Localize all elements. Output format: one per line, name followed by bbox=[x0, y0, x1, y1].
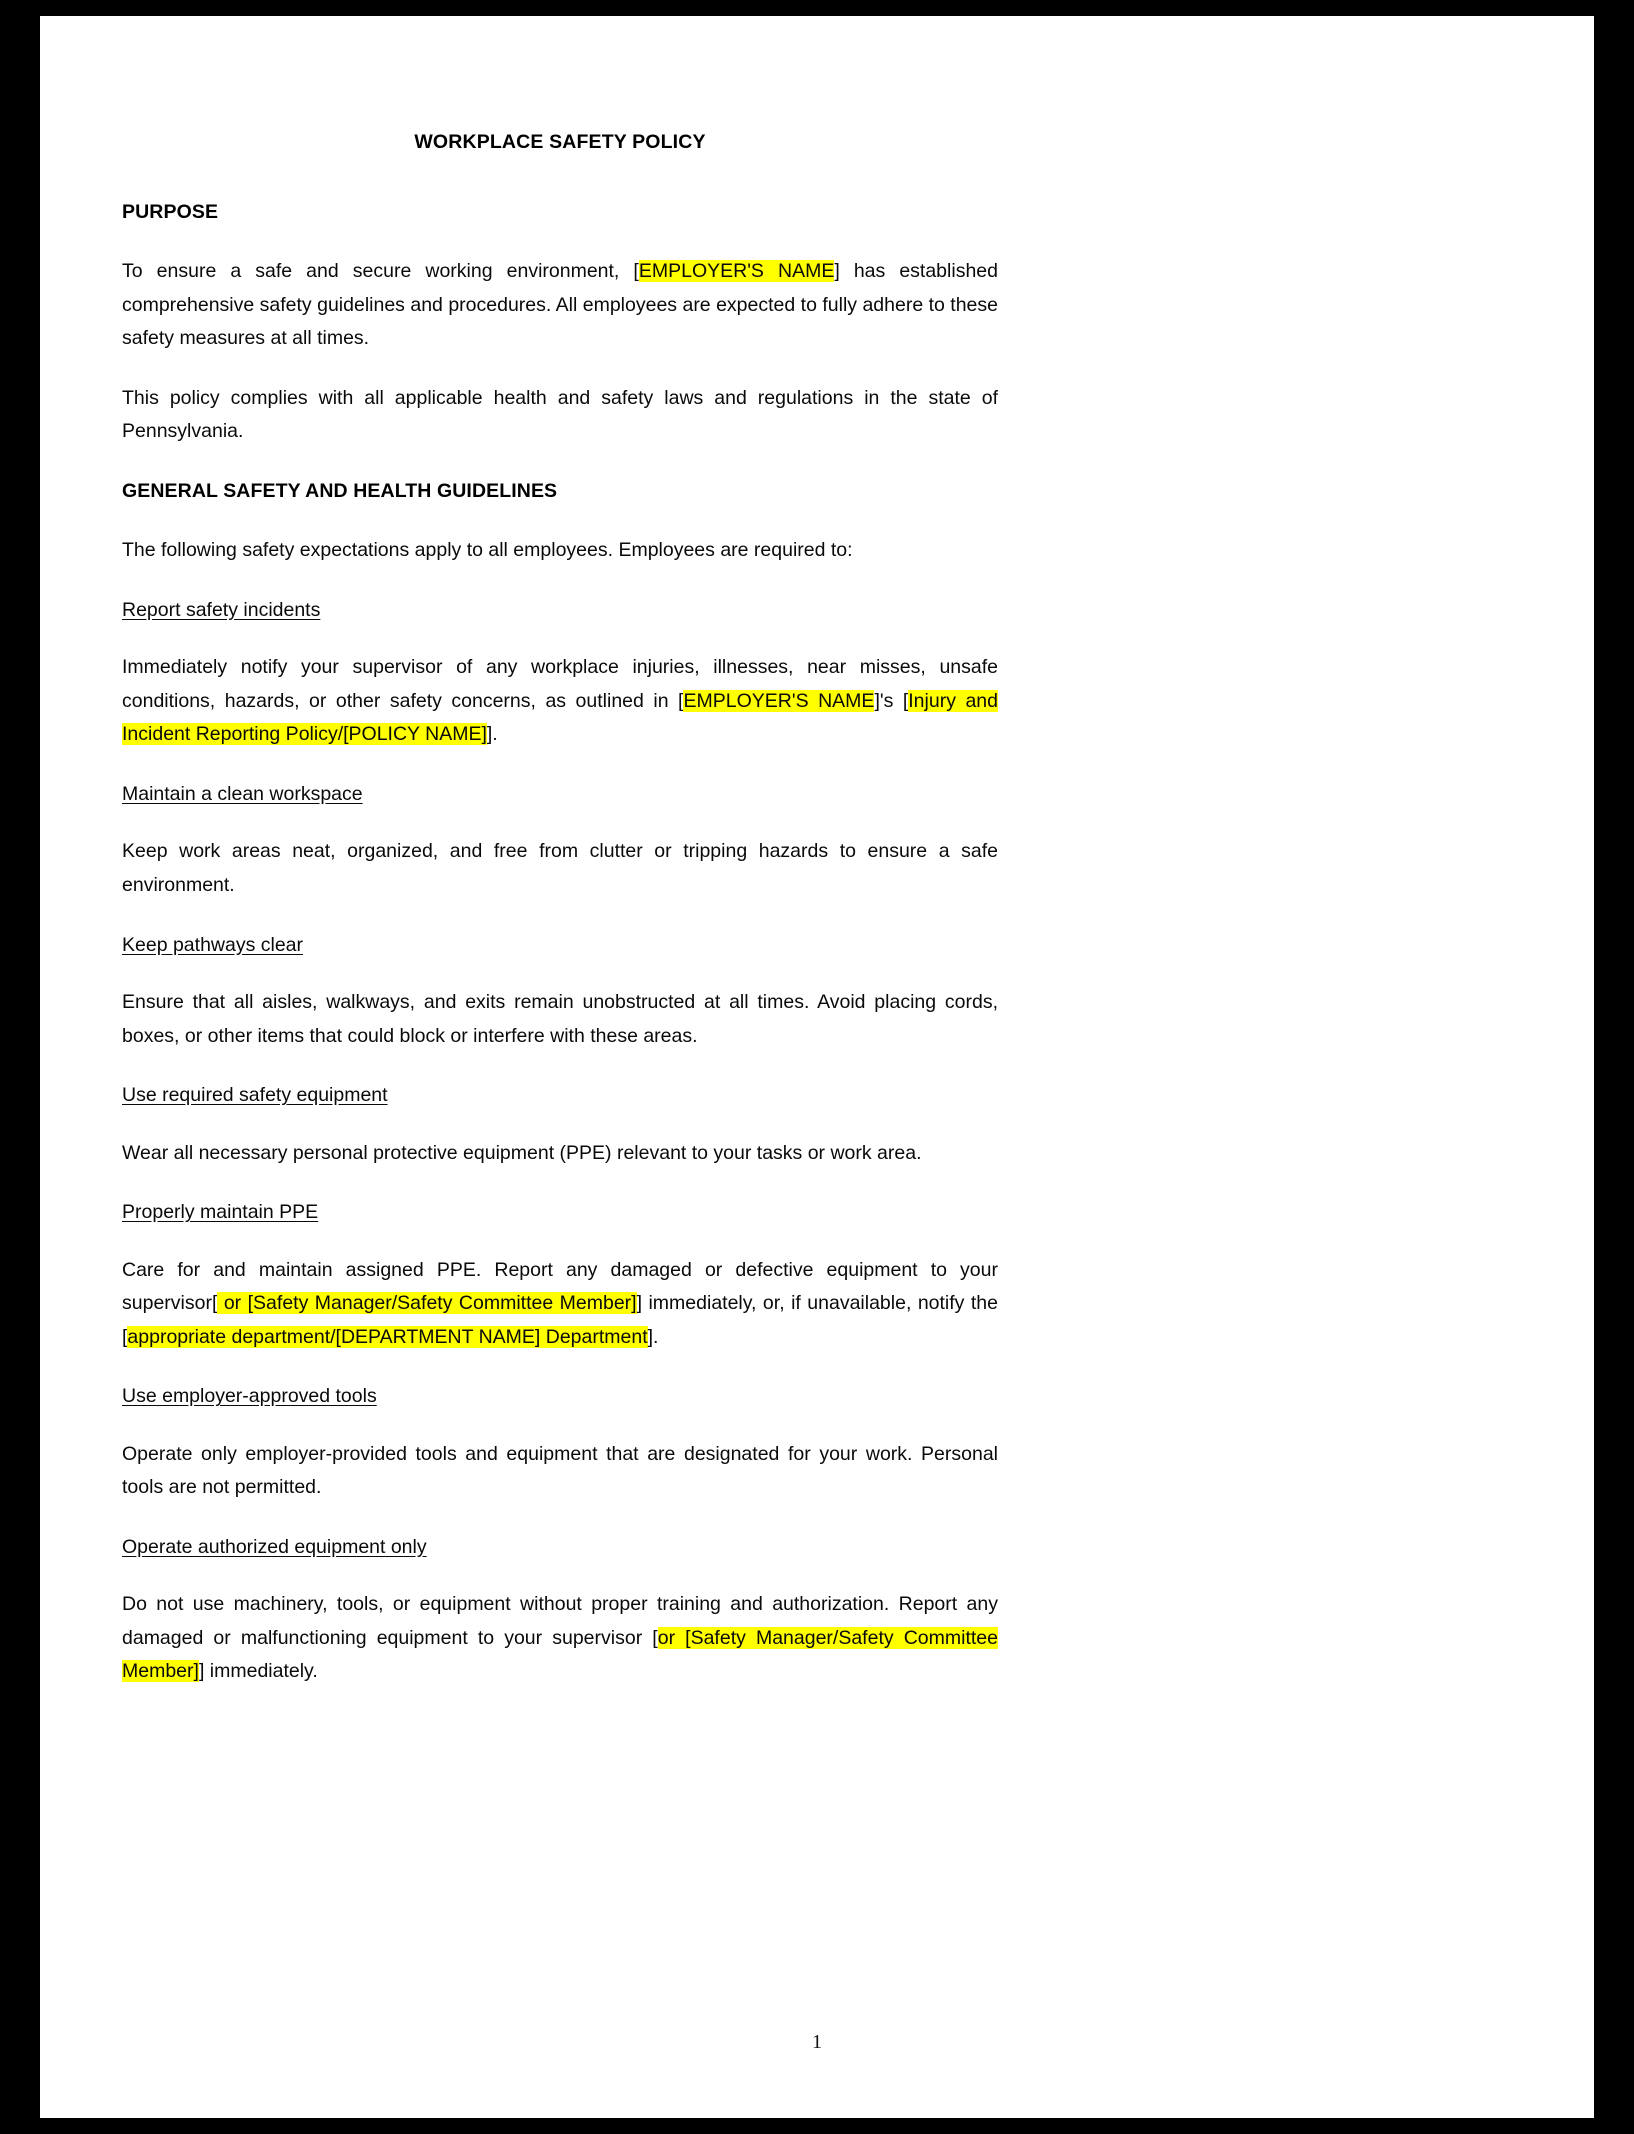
general-guidelines-intro: The following safety expectations apply to all employees. Employees are required to: bbox=[122, 539, 853, 562]
placeholder-safety-manager-committee-2: or [Safety Manager/Safety Committee Member] bbox=[122, 1626, 998, 1683]
purpose-paragraph-2: This policy complies with all applicable health and safety laws and regulations in the state of Pennsylvania. bbox=[122, 386, 998, 443]
paragraph-properly-maintain-ppe bbox=[122, 1254, 998, 1355]
paragraph-use-employer-approved-tools: Operate only employer-provided tools and equipment that are designated for your work. Personal tools are not permitted. bbox=[122, 1442, 998, 1499]
subheading-properly-maintain-ppe: Properly maintain PPE bbox=[122, 1201, 319, 1224]
authorized-equipment-part1: Do not use machinery, tools, or equipment without proper training and authorization. Report any damaged or malfunctioning equipment to your supervisor [ bbox=[122, 1593, 998, 1649]
paragraph-use-required-safety-equipment: Wear all necessary personal protective equipment (PPE) relevant to your tasks or work area. bbox=[122, 1141, 922, 1164]
subheading-use-required-safety-equipment: Use required safety equipment bbox=[122, 1084, 388, 1107]
document-sheet bbox=[40, 16, 1594, 2118]
report-incidents-part3: ]. bbox=[486, 723, 498, 746]
placeholder-appropriate-department: appropriate department/[DEPARTMENT NAME] Department bbox=[127, 1325, 648, 1348]
placeholder-safety-manager-committee: or [Safety Manager/Safety Committee Member] bbox=[217, 1292, 637, 1315]
paragraph-keep-pathways-clear: Ensure that all aisles, walkways, and exits remain unobstructed at all times. Avoid placing cords, boxes, or other items that could block or interfere with these areas. bbox=[122, 991, 998, 1047]
ppe-part2: ] immediately, or, if unavailable, notify the [ bbox=[122, 1292, 999, 1348]
subheading-operate-authorized-equipment-only: Operate authorized equipment only bbox=[122, 1535, 427, 1558]
subheading-report-safety-incidents: Report safety incidents bbox=[122, 598, 321, 621]
report-incidents-part2: ]'s [ bbox=[874, 689, 909, 712]
subheading-use-employer-approved-tools: Use employer-approved tools bbox=[122, 1385, 377, 1408]
page-title: WORKPLACE SAFETY POLICY bbox=[414, 131, 706, 153]
ppe-part1: Care for and maintain assigned PPE. Report any damaged or defective equipment to your supervisor[ bbox=[122, 1258, 998, 1315]
placeholder-employer-name: EMPLOYER'S NAME bbox=[638, 260, 835, 283]
section-heading-purpose: PURPOSE bbox=[122, 200, 219, 223]
subheading-keep-pathways-clear: Keep pathways clear bbox=[122, 933, 304, 956]
authorized-equipment-part2: ] immediately. bbox=[198, 1660, 318, 1683]
purpose-p1-part2: ] has established comprehensive safety guidelines and procedures. All employees are expected to fully adhere to these safety measures at all times. bbox=[122, 260, 998, 350]
paragraph-operate-authorized-equipment-only bbox=[122, 1588, 998, 1689]
section-heading-general-guidelines: GENERAL SAFETY AND HEALTH GUIDELINES bbox=[122, 479, 558, 502]
placeholder-injury-reporting-policy: Injury and Incident Reporting Policy/[POLICY NAME] bbox=[122, 689, 998, 746]
paragraph-report-safety-incidents bbox=[122, 651, 998, 752]
report-incidents-part1: Immediately notify your supervisor of any workplace injuries, illnesses, near misses, unsafe conditions, hazards, or other safety concerns, as outlined in [ bbox=[122, 656, 998, 712]
subheading-maintain-clean-workspace: Maintain a clean workspace bbox=[122, 782, 363, 805]
ppe-part3: ]. bbox=[647, 1325, 659, 1348]
page-number: 1 bbox=[812, 2031, 822, 2053]
placeholder-employer-name-2: EMPLOYER'S NAME bbox=[683, 689, 875, 712]
paragraph-maintain-clean-workspace: Keep work areas neat, organized, and free from clutter or tripping hazards to ensure a safe environment. bbox=[122, 840, 998, 896]
purpose-paragraph-1 bbox=[122, 255, 998, 356]
purpose-p1-part1: To ensure a safe and secure working environment, [ bbox=[122, 260, 639, 283]
document-content bbox=[122, 126, 998, 1715]
